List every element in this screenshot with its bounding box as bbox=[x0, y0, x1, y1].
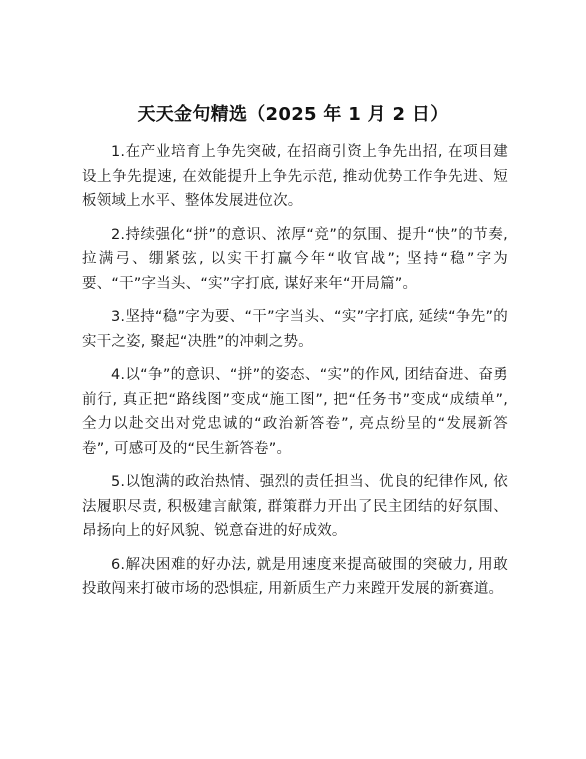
paragraph-1: 1.在产业培育上争先突破, 在招商引资上争先出招, 在项目建设上争先提速, 在效能提升上争先示范, 推动优势工作争先进、短板领域上水平、整体发展进位次。 bbox=[82, 144, 508, 209]
paragraph-6: 6.解决困难的好办法, 就是用速度来提高破围的突破力, 用敢投敢闯来打破市场的恐惧症, 用新质生产力来蹚开发展的新赛道。 bbox=[82, 556, 508, 597]
paragraph-5: 5.以饱满的政治热情、强烈的责任担当、优良的纪律作风, 依法履职尽责, 积极建言献策, 群策群力开出了民主团结的好氛围、昂扬向上的好风貌、锐意奋进的好成效。 bbox=[82, 474, 508, 539]
document-title: 天天金句精选（2025 年 1 月 2 日） bbox=[137, 104, 449, 125]
paragraph-2: 2.持续强化“拼”的意识、浓厚“竞”的氛围、提升“快”的节奏, 拉满弓、绷紧弦, 以实干打赢今年“收官战”; 坚持“稳”字为要、“干”字当头、“实”字打底, 谋好来年“开局篇”。 bbox=[82, 226, 508, 292]
paragraph-4: 4.以“争”的意识、“拼”的姿态、“实”的作风, 团结奋进、奋勇前行, 真正把“路线图”变成“施工图”, 把“任务书”变成“成绩单”, 全力以赴交出对党忠诚的“政治新答卷”, 亮点纷呈的“发展新答卷”, 可感可及的“民生新答卷”。 bbox=[82, 367, 508, 457]
paragraph-3: 3.坚持“稳”字为要、“干”字当头、“实”字打底, 延续“争先”的实干之姿, 聚起“决胜”的冲刺之势。 bbox=[82, 309, 508, 350]
document-body bbox=[82, 140, 508, 611]
